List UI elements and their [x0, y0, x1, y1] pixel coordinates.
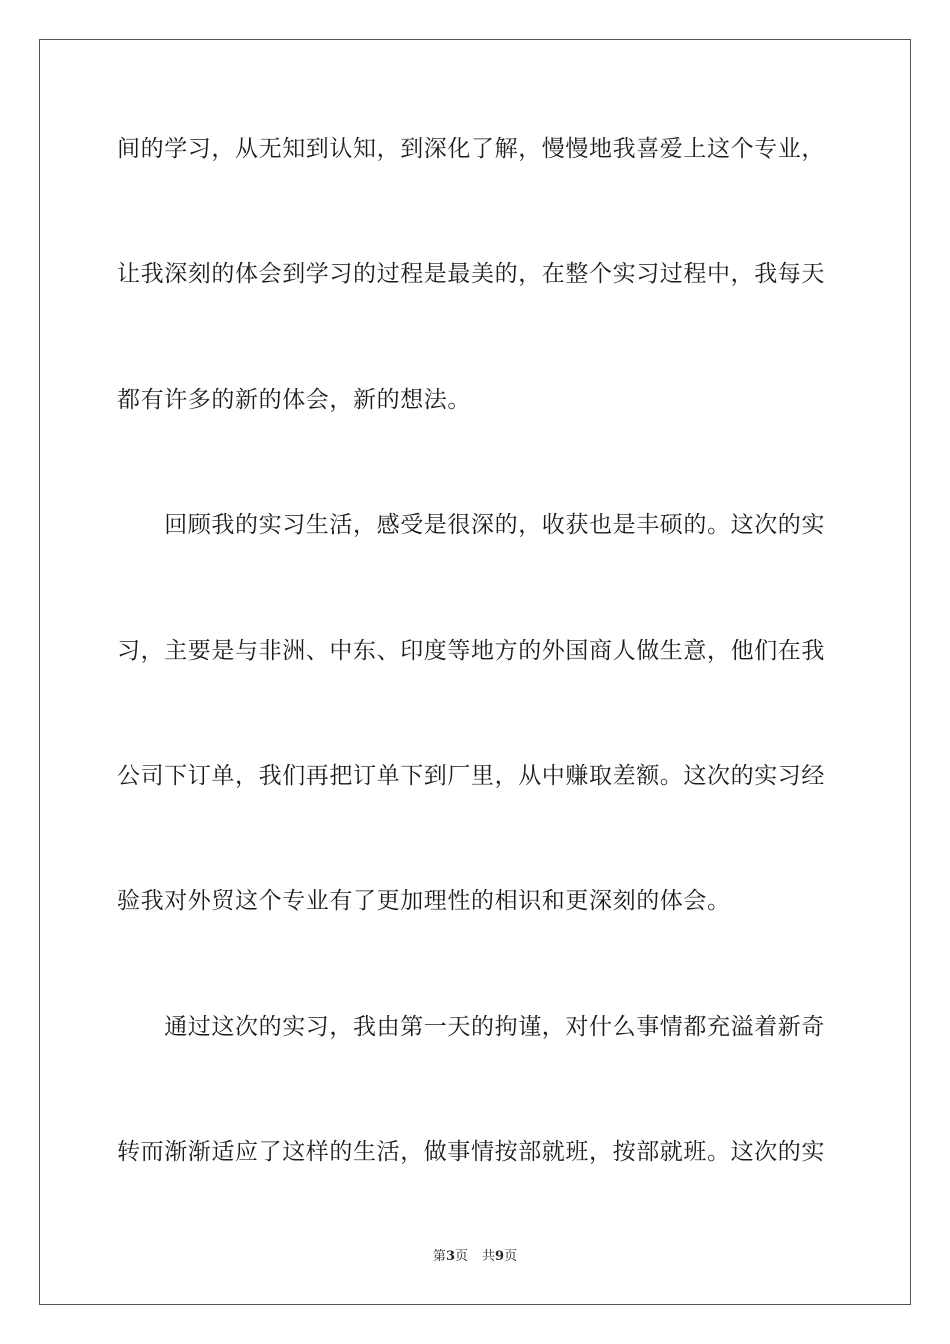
- current-page-number: 3: [445, 1249, 455, 1264]
- body-text-line: 公司下订单，我们再把订单下到厂里，从中赚取差额。这次的实习经: [117, 763, 825, 789]
- total-label-prefix: 共: [482, 1249, 496, 1264]
- page-label-prefix: 第: [432, 1249, 446, 1264]
- page-footer: [0, 1248, 950, 1266]
- body-text-line: 让我深刻的体会到学习的过程是最美的，在整个实习过程中，我每天: [117, 261, 825, 287]
- body-text-line: 通过这次的实习，我由第一天的拘谨，对什么事情都充溢着新奇: [117, 1014, 825, 1040]
- total-pages-number: 9: [495, 1249, 505, 1264]
- page-label-suffix: 页: [454, 1249, 468, 1264]
- body-text-line: 验我对外贸这个专业有了更加理性的相识和更深刻的体会。: [117, 888, 731, 914]
- body-text-line: 转而渐渐适应了这样的生活，做事情按部就班，按部就班。这次的实: [117, 1139, 825, 1165]
- body-text-line: 间的学习，从无知到认知，到深化了解，慢慢地我喜爱上这个专业，: [117, 136, 825, 162]
- body-text-line: 回顾我的实习生活，感受是很深的，收获也是丰硕的。这次的实: [117, 512, 825, 538]
- total-label-suffix: 页: [504, 1249, 518, 1264]
- page-border: [39, 39, 911, 1305]
- body-text-line: 习，主要是与非洲、中东、印度等地方的外国商人做生意，他们在我: [117, 638, 825, 664]
- body-text-line: 都有许多的新的体会，新的想法。: [117, 387, 471, 413]
